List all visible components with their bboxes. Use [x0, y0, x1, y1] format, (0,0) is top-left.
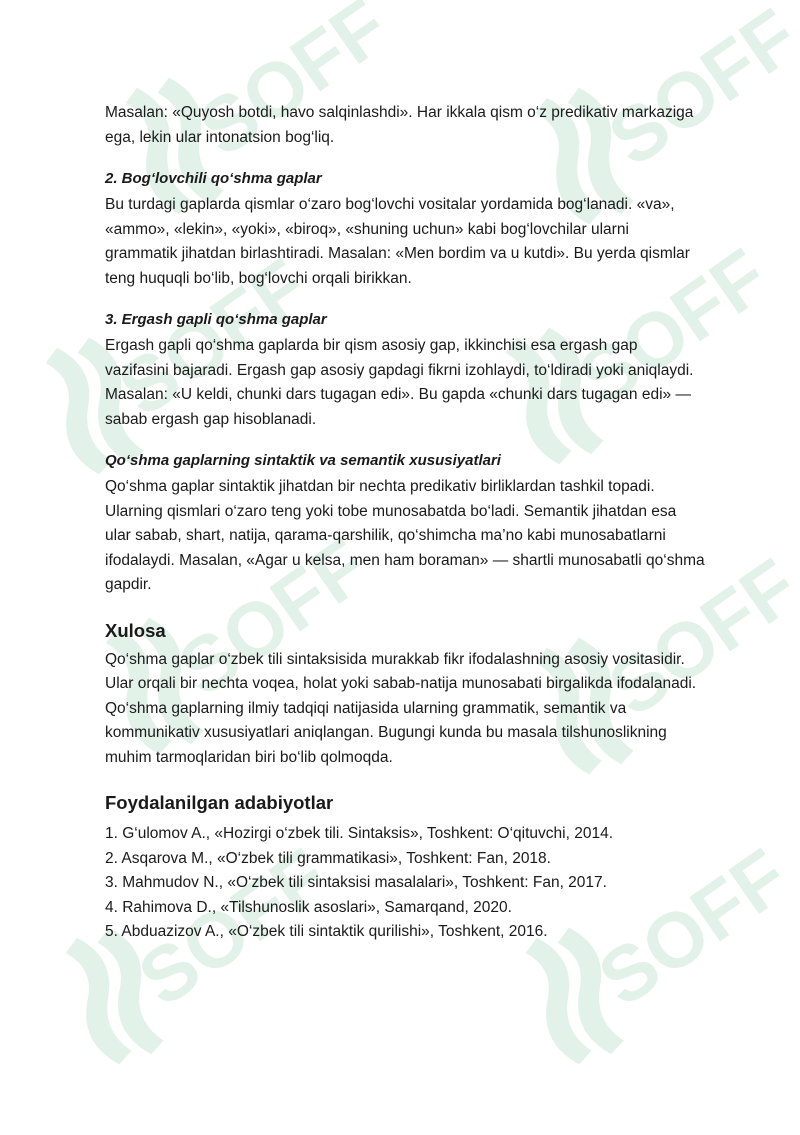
reference-item: 4. Rahimova D., «Tilshunoslik asoslari», Samarqand, 2020. [105, 898, 512, 916]
reference-item: 3. Mahmudov N., «O‘zbek tili sintaksisi masalalari», Toshkent: Fan, 2017. [105, 874, 607, 891]
reference-item: 5. Abduazizov A., «O‘zbek tili sintaktik qurilishi», Toshkent, 2016. [105, 923, 548, 940]
reference-item: 2. Asqarova M., «O‘zbek tili grammatikasi», Toshkent: Fan, 2018. [105, 849, 551, 867]
section-body-properties: Qo‘shma gaplar sintaktik jihatdan bir nechta predikativ birliklardan tashkil topadi. Ularning qismlari o‘zaro teng yoki tobe munosabatda bo‘ladi. Semantik jihatdan esa ular sabab, shart, natija, qarama-qarshilik, qo‘shimcha ma’no kabi munosabatlarni ifodalaydi. Masalan, «Agar u kelsa, men ham boraman» — shartli munosabatli qo‘shma gapdir. [105, 478, 705, 593]
section-heading-subordinate: 3. Ergash gapli qo‘shma gaplar [105, 311, 327, 328]
section-body-subordinate: Ergash gapli qo‘shma gaplarda bir qism asosiy gap, ikkinchisi esa ergash gap vazifasini bajaradi. Ergash gap asosiy gapdagi fikrni izohlaydi, to‘ldiradi yoki aniqlaydi. Masalan: «U keldi, chunki dars tugagan edi». Bu gapda «chunki dars tugagan edi» — sabab ergash gap hisoblanadi. [105, 337, 694, 428]
document-body [105, 101, 705, 945]
references-list [105, 822, 705, 945]
conclusion-heading: Xulosa [105, 619, 166, 641]
section-heading-conjunctive: 2. Bog‘lovchili qo‘shma gaplar [105, 170, 322, 187]
conclusion-body: Qo‘shma gaplar o‘zbek tili sintaksisida murakkab fikr ifodalashning asosiy vositasidir. Ular orqali bir nechta voqea, holat yoki sabab-natija munosabati birgalikda ifodalanadi. Qo‘shma gaplarning ilmiy tadqiqi natijasida ularning grammatik, semantik va kommunikativ xususiyatlari aniqlangan. Bugungi kunda bu masala tilshunoslikning muhim tarmoqlaridan biri bo‘lib qolmoqda. [105, 650, 697, 766]
reference-item: 1. G‘ulomov A., «Hozirgi o‘zbek tili. Sintaksis», Toshkent: O‘qituvchi, 2014. [105, 825, 614, 842]
intro-paragraph: Masalan: «Quyosh botdi, havo salqinlashdi». Har ikkala qism o‘z predikativ markaziga ega, lekin ular intonatsion bog‘liq. [105, 104, 694, 146]
section-heading-properties: Qo‘shma gaplarning sintaktik va semantik xususiyatlari [105, 452, 501, 469]
references-heading: Foydalanilgan adabiyotlar [105, 792, 334, 813]
section-body-conjunctive: Bu turdagi gaplarda qismlar o‘zaro bog‘lovchi vositalar yordamida bog‘lanadi. «va», «ammo», «lekin», «yoki», «biroq», «shuning uchun» kabi bog‘lovchilar ularni grammatik jihatdan birlashtiradi. Masalan: «Men bordim va u kutdi». Bu yerda qismlar teng huquqli bo‘lib, bog‘lovchi orqali birikkan. [105, 196, 690, 287]
